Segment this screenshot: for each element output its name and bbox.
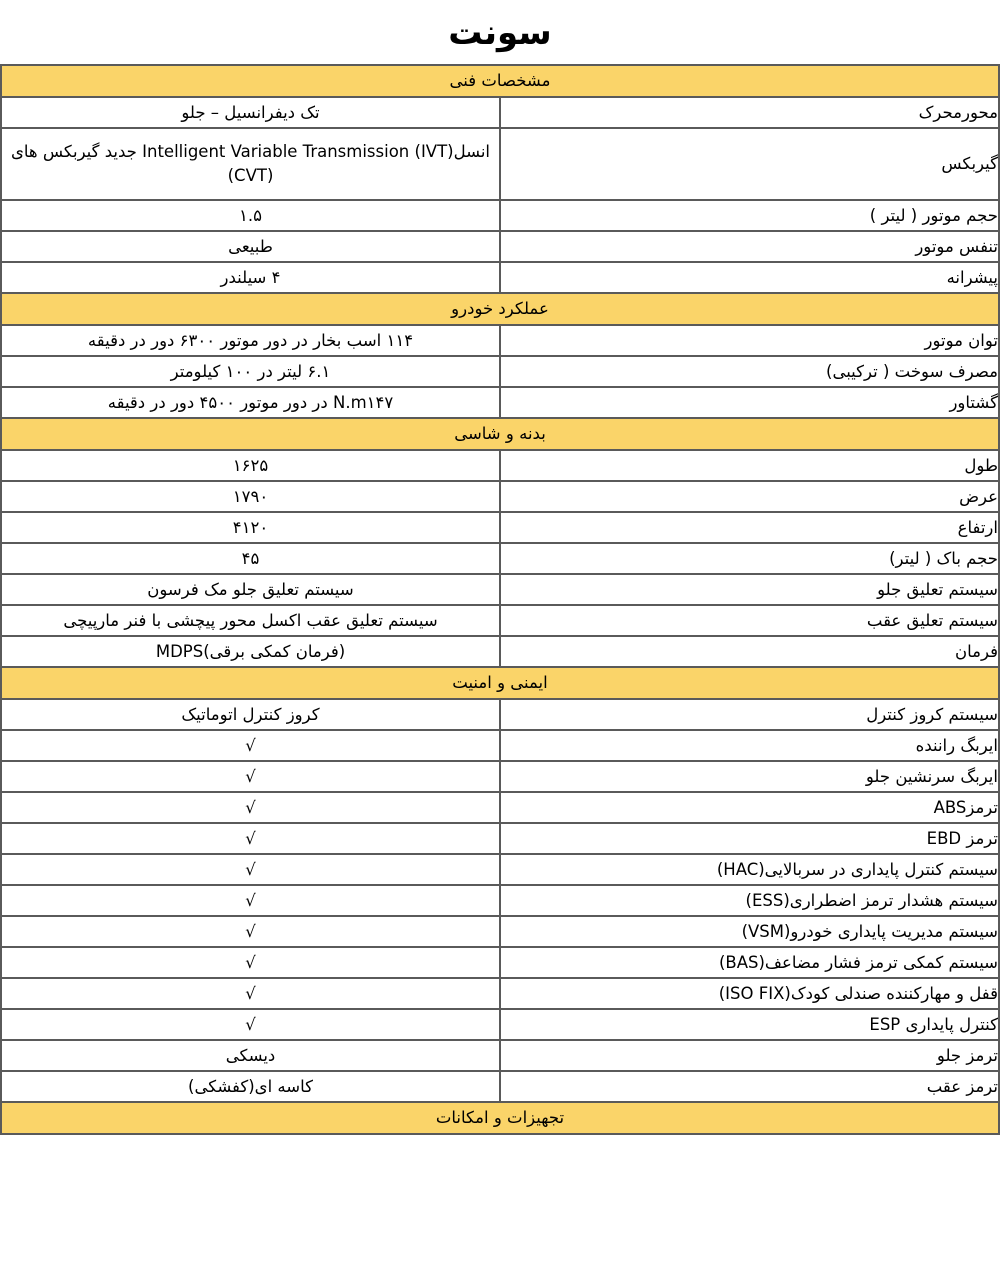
spec-value-ترمز-جلو: دیسکی (1, 1040, 500, 1071)
spec-value-فرمان: (فرمان کمکی برقی)MDPS (1, 636, 500, 667)
spec-label-مصرف-سوخت--ترکیبی: مصرف سوخت ( ترکیبی) (500, 356, 999, 387)
spec-value-checkmark: √ (1, 823, 500, 854)
table-row (1, 574, 999, 605)
spec-value-گشتاور: N.m۱۴۷ در دور موتور ۴۵۰۰ دور در دقیقه (1, 387, 500, 418)
table-row (1, 761, 999, 792)
spec-label-حجم-باک--لیتر: حجم باک ( لیتر) (500, 543, 999, 574)
spec-value-checkmark: √ (1, 947, 500, 978)
spec-label-سیستم-تعلیق-عقب: سیستم تعلیق عقب (500, 605, 999, 636)
table-row (1, 1040, 999, 1071)
table-row (1, 231, 999, 262)
table-row (1, 543, 999, 574)
spec-label-ایربگ-سرنشین-جلو: ایربگ سرنشین جلو (500, 761, 999, 792)
table-row (1, 200, 999, 231)
spec-value-حجم-باک--لیتر: ۴۵ (1, 543, 500, 574)
spec-label-ترمز-ebd: ترمز EBD (500, 823, 999, 854)
spec-label-سیستم-تعلیق-جلو: سیستم تعلیق جلو (500, 574, 999, 605)
spec-value-سیستم-تعلیق-عقب: سیستم تعلیق عقب اکسل محور پیچشی با فنر مارپیچی (1, 605, 500, 636)
page-title: سونت (448, 13, 552, 53)
table-row (1, 699, 999, 730)
section-header-row (1, 293, 999, 325)
spec-value-عرض: ۱۷۹۰ (1, 481, 500, 512)
table-row (1, 947, 999, 978)
section-header-row (1, 418, 999, 450)
table-row (1, 792, 999, 823)
spec-value-طول: ۱۶۲۵ (1, 450, 500, 481)
section-header-ایمنی-و-امنیت: ایمنی و امنیت (1, 667, 999, 699)
spec-label-توان-موتور: توان موتور (500, 325, 999, 356)
table-row (1, 128, 999, 200)
spec-label-فرمان: فرمان (500, 636, 999, 667)
spec-value-ترمز-عقب: کاسه ای(کفشکی) (1, 1071, 500, 1102)
spec-label-سیستم-کنترل-پایداری-در-سربالاییhac: سیستم کنترل پایداری در سربالایی(HAC) (500, 854, 999, 885)
section-header-مشخصات-فنی: مشخصات فنی (1, 65, 999, 97)
spec-value-محورمحرک: تک دیفرانسیل – جلو (1, 97, 500, 128)
spec-value-checkmark: √ (1, 885, 500, 916)
spec-label-سیستم-مدیریت-پایداری-خودروvsm: سیستم مدیریت پایداری خودرو(VSM) (500, 916, 999, 947)
table-row (1, 387, 999, 418)
spec-value-checkmark: √ (1, 761, 500, 792)
table-row (1, 262, 999, 293)
spec-value-گیربکس: انسلIntelligent Variable Transmission (IVT) جدید گیربکس های (CVT) (1, 128, 500, 200)
spec-label-تنفس-موتور: تنفس موتور (500, 231, 999, 262)
spec-label-سیستم-کمکی-ترمز-فشار-مضاعفbas: سیستم کمکی ترمز فشار مضاعف(BAS) (500, 947, 999, 978)
table-row (1, 325, 999, 356)
spec-value-تنفس-موتور: طبیعی (1, 231, 500, 262)
table-row (1, 450, 999, 481)
spec-value-مصرف-سوخت--ترکیبی: ۶.۱ لیتر در ۱۰۰ کیلومتر (1, 356, 500, 387)
section-header-تجهیزات-و-امکانات: تجهیزات و امکانات (1, 1102, 999, 1134)
spec-label-حجم-موتور--لیتر-: حجم موتور ( لیتر ) (500, 200, 999, 231)
spec-value-checkmark: √ (1, 1009, 500, 1040)
section-header-row (1, 65, 999, 97)
spec-value-حجم-موتور--لیتر-: ۱.۵ (1, 200, 500, 231)
spec-label-ترمزabs: ترمزABS (500, 792, 999, 823)
section-header-row (1, 1102, 999, 1134)
spec-label-گشتاور: گشتاور (500, 387, 999, 418)
spec-label-گیربکس: گیربکس (500, 128, 999, 200)
spec-label-سیستم-کروز-کنترل: سیستم کروز کنترل (500, 699, 999, 730)
table-row (1, 730, 999, 761)
spec-value-پیشرانه: ۴ سیلندر (1, 262, 500, 293)
spec-value-ارتفاع: ۴۱۲۰ (1, 512, 500, 543)
spec-label-ترمز-عقب: ترمز عقب (500, 1071, 999, 1102)
section-header-row (1, 667, 999, 699)
spec-label-قفل-و-مهارکننده-صندلی-کودکiso-fix: قفل و مهارکننده صندلی کودک(ISO FIX) (500, 978, 999, 1009)
table-row (1, 512, 999, 543)
table-row (1, 978, 999, 1009)
table-row (1, 481, 999, 512)
spec-value-checkmark: √ (1, 730, 500, 761)
spec-value-checkmark: √ (1, 854, 500, 885)
spec-label-عرض: عرض (500, 481, 999, 512)
spec-label-طول: طول (500, 450, 999, 481)
table-row (1, 823, 999, 854)
section-header-عملکرد-خودرو: عملکرد خودرو (1, 293, 999, 325)
table-row (1, 605, 999, 636)
table-body (1, 65, 999, 1134)
spec-value-سیستم-تعلیق-جلو: سیستم تعلیق جلو مک فرسون (1, 574, 500, 605)
spec-label-ایربگ-راننده: ایربگ راننده (500, 730, 999, 761)
spec-label-سیستم-هشدار-ترمز-اضطراریess: سیستم هشدار ترمز اضطراری(ESS) (500, 885, 999, 916)
spec-label-ارتفاع: ارتفاع (500, 512, 999, 543)
table-row (1, 885, 999, 916)
spec-value-سیستم-کروز-کنترل: کروز کنترل اتوماتیک (1, 699, 500, 730)
vehicle-specifications-table (0, 64, 1000, 1135)
spec-label-محورمحرک: محورمحرک (500, 97, 999, 128)
table-row (1, 916, 999, 947)
spec-value-checkmark: √ (1, 792, 500, 823)
spec-value-checkmark: √ (1, 916, 500, 947)
table-row (1, 854, 999, 885)
spec-label-کنترل-پایداری-esp: کنترل پایداری ESP (500, 1009, 999, 1040)
spec-value-توان-موتور: ۱۱۴ اسب بخار در دور موتور ۶۳۰۰ دور در دقیقه (1, 325, 500, 356)
table-row (1, 97, 999, 128)
section-header-بدنه-و-شاسی: بدنه و شاسی (1, 418, 999, 450)
table-row (1, 356, 999, 387)
table-row (1, 636, 999, 667)
table-row (1, 1071, 999, 1102)
spec-value-checkmark: √ (1, 978, 500, 1009)
spec-label-پیشرانه: پیشرانه (500, 262, 999, 293)
table-row (1, 1009, 999, 1040)
spec-label-ترمز-جلو: ترمز جلو (500, 1040, 999, 1071)
